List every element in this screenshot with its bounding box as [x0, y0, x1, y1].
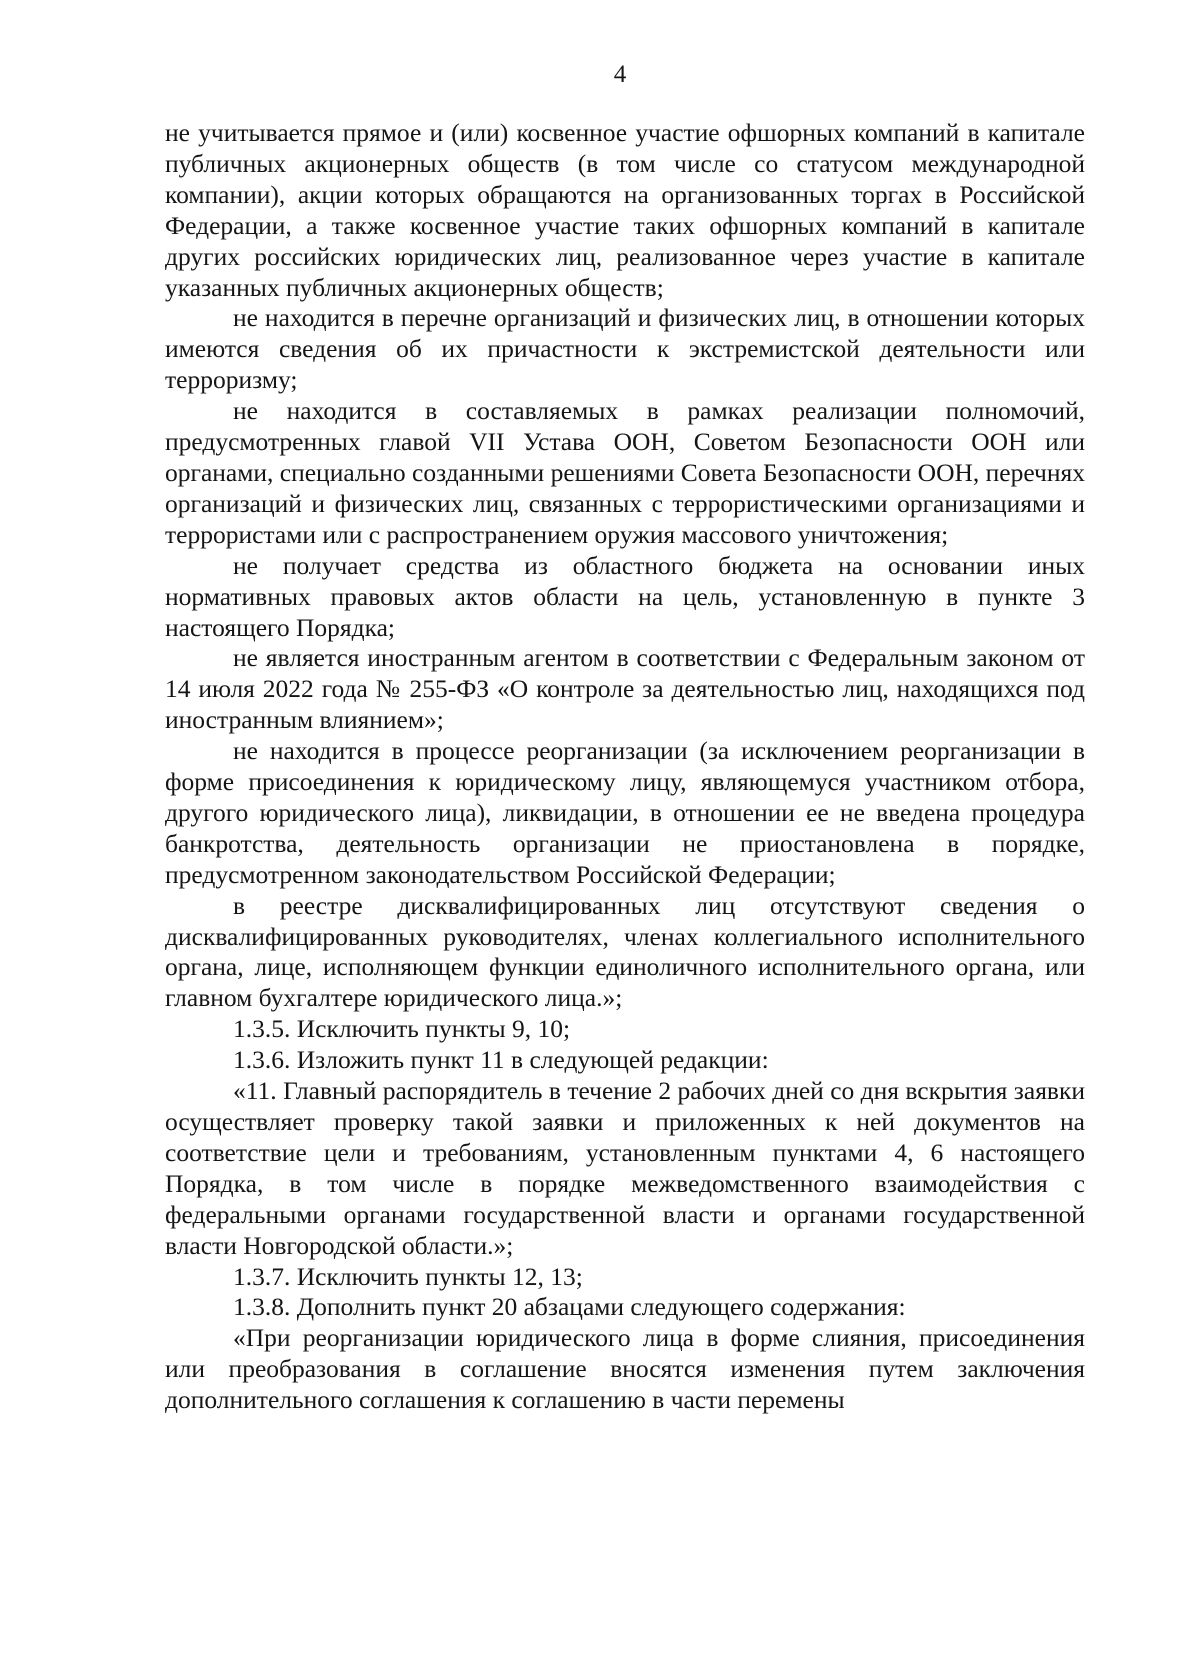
paragraph-item-1-3-5: 1.3.5. Исключить пункты 9, 10;	[233, 1014, 571, 1044]
paragraph-item-1-3-8: 1.3.8. Дополнить пункт 20 абзацами следующего содержания:	[233, 1292, 906, 1322]
paragraph-un-sanctions-list: не находится в составляемых в рамках реализации полномочий, предусмотренных главой VII Устава ООН, Советом Безопасности ООН или органами, специально созданными решениями Совета Безопасности ООН, перечнях организаций и физических лиц, связанных с террористическими организациями и террористами или с распространением оружия массового уничтожения;	[165, 396, 1085, 549]
paragraph-regional-budget-funds: не получает средства из областного бюджета на основании иных нормативных правовых актов области на цель, установленную в пункте 3 настоящего Порядка;	[165, 550, 1085, 642]
paragraph-extremism-list: не находится в перечне организаций и физических лиц, в отношении которых имеются сведения об их причастности к экстремистской деятельности или терроризму;	[165, 303, 1085, 395]
paragraph-point-11-text: «11. Главный распорядитель в течение 2 рабочих дней со дня вскрытия заявки осуществляет проверку такой заявки и приложенных к ней документов на соответствие цели и требованиям, установленным пунктами 4, 6 настоящего Порядка, в том числе в порядке межведомственного взаимодействия с федеральными органами государственной власти и органами государственной власти Новгородской области.»;	[165, 1076, 1085, 1260]
paragraph-offshore-participation: не учитывается прямое и (или) косвенное участие офшорных компаний в капитале публичных акционерных обществ (в том числе со статусом международной компании), акции которых обращаются на организованных торгах в Российской Федерации, а также косвенное участие таких офшорных компаний в капитале других российских юридических лиц, реализованное через участие в капитале указанных публичных акционерных обществ;	[165, 118, 1085, 302]
document-body	[165, 118, 1085, 1416]
paragraph-item-1-3-6: 1.3.6. Изложить пункт 11 в следующей редакции:	[233, 1045, 769, 1075]
paragraph-disqualified-persons: в реестре дисквалифицированных лиц отсутствуют сведения о дисквалифицированных руководителях, членах коллегиального исполнительного органа, лице, исполняющем функции единоличного исполнительного органа, или главном бухгалтере юридического лица.»;	[165, 890, 1085, 1013]
paragraph-foreign-agent: не является иностранным агентом в соответствии с Федеральным законом от 14 июля 2022 года № 255-ФЗ «О контроле за деятельностью лиц, находящихся под иностранным влиянием»;	[165, 643, 1085, 735]
paragraph-reorganization-agreement: «При реорганизации юридического лица в форме слияния, присоединения или преобразования в соглашение вносятся изменения путем заключения дополнительного соглашения к соглашению в части перемены	[165, 1323, 1085, 1415]
page-number: 4	[613, 61, 627, 88]
paragraph-reorganization-liquidation: не находится в процессе реорганизации (за исключением реорганизации в форме присоединения к юридическому лицу, являющемуся участником отбора, другого юридического лица), ликвидации, в отношении ее не введена процедура банкротства, деятельность организации не приостановлена в порядке, предусмотренном законодательством Российской Федерации;	[165, 736, 1085, 889]
paragraph-item-1-3-7: 1.3.7. Исключить пункты 12, 13;	[233, 1261, 583, 1291]
